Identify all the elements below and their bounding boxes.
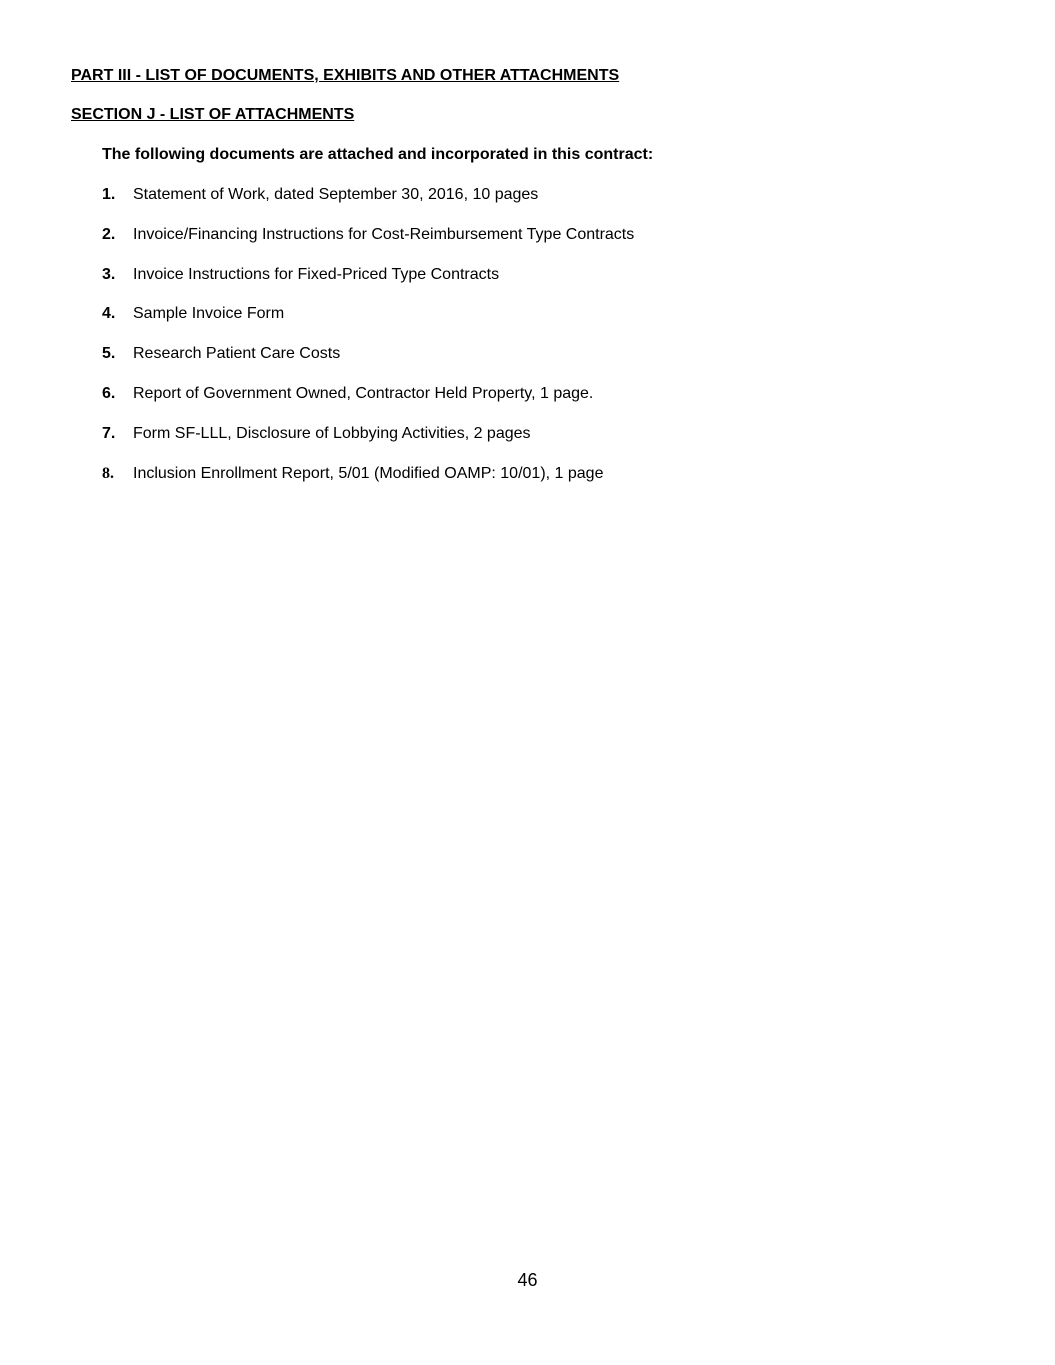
- attachment-number: 5.: [102, 345, 116, 363]
- attachment-text: Invoice Instructions for Fixed-Priced Type Contracts: [133, 265, 500, 283]
- attachment-item: [102, 304, 634, 344]
- attachment-item: [102, 464, 634, 504]
- attachment-text: Research Patient Care Costs: [133, 345, 341, 363]
- attachment-list: [102, 185, 634, 503]
- attachment-item: [102, 265, 634, 305]
- attachment-item: [102, 225, 634, 265]
- attachment-text: Report of Government Owned, Contractor Held Property, 1 page.: [133, 384, 594, 402]
- attachment-number: 4.: [102, 305, 116, 323]
- attachment-item: [102, 185, 634, 225]
- section-heading: SECTION J - LIST OF ATTACHMENTS: [71, 106, 355, 123]
- page-number: 46: [517, 1270, 538, 1290]
- attachment-number: 6.: [102, 384, 116, 402]
- attachment-text: Sample Invoice Form: [133, 305, 285, 323]
- part-heading: PART III - LIST OF DOCUMENTS, EXHIBITS AND OTHER ATTACHMENTS: [71, 67, 620, 84]
- attachment-text: Inclusion Enrollment Report, 5/01 (Modified OAMP: 10/01), 1 page: [133, 464, 604, 482]
- attachment-item: [102, 384, 634, 424]
- intro-text: The following documents are attached and incorporated in this contract:: [102, 146, 654, 163]
- attachment-item: [102, 344, 634, 384]
- attachment-text: Form SF-LLL, Disclosure of Lobbying Activities, 2 pages: [133, 424, 531, 442]
- attachment-item: [102, 424, 634, 464]
- attachment-text: Invoice/Financing Instructions for Cost-Reimbursement Type Contracts: [133, 225, 635, 243]
- attachment-text: Statement of Work, dated September 30, 2016, 10 pages: [133, 186, 539, 203]
- attachment-number: 2.: [102, 225, 116, 243]
- attachment-number: 3.: [102, 265, 116, 283]
- attachment-number: 8.: [102, 464, 114, 482]
- attachment-number: 1.: [102, 186, 116, 203]
- attachment-number: 7.: [102, 424, 116, 442]
